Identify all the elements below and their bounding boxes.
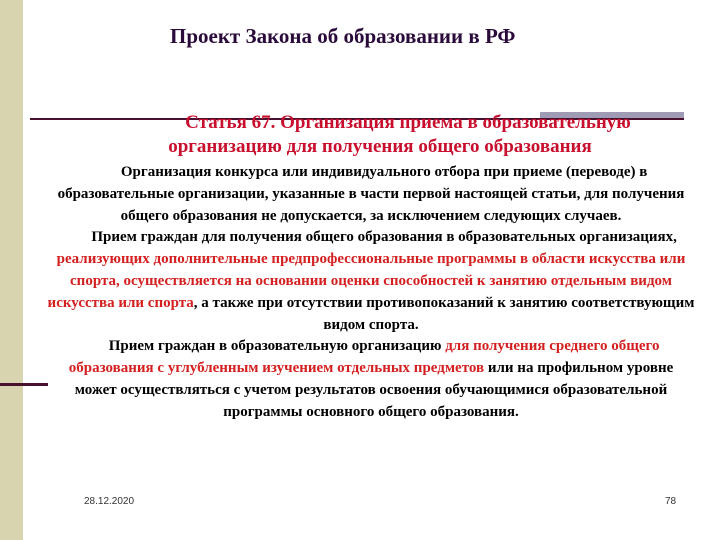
paragraph-3-text-a: Прием граждан в образовательную организацию (108, 338, 446, 355)
paragraph-3-highlight: для получения среднего общего образования с углубленным изучением отдельных предметов (68, 338, 660, 377)
sidebar-decoration (0, 0, 23, 540)
paragraph-2-highlight: реализующих дополнительные предпрофессиональные программы в области искусства или спорта, осуществляется на основании оценки способностей к занятию отдельным видом искусства или спорта (47, 251, 686, 311)
paragraph-1-text: Организация конкурса или индивидуального отбора при приеме (переводе) в образовательные организации, указанные в части первой настоящей статьи, для получения общего образования не допускается, за исключением следующих случаев. (57, 164, 685, 224)
paragraph-3-text-c: или на профильном уровне может осуществляться с учетом результатов освоения обучающимися образовательной программы основного общего образования. (74, 360, 674, 420)
paragraph-1 (46, 162, 696, 227)
paragraph-2-text-c: , а также при отсутствии противопоказаний к занятию соответствующим видом спорта. (193, 294, 695, 333)
article-heading-line-1: Статья 67. Организация приема в образовательную (185, 112, 631, 133)
paragraph-3 (46, 336, 696, 423)
slide-date: 28.12.2020 (84, 496, 135, 507)
slide-number: 78 (665, 496, 677, 507)
slide-title: Проект Закона об образовании в РФ (170, 24, 516, 48)
article-heading-line-2: организацию для получения общего образования (168, 136, 592, 157)
paragraph-2-text-a: Прием граждан для получения общего образования в образовательных организациях, (91, 229, 677, 246)
divider-line-short (0, 383, 48, 386)
article-body (46, 162, 696, 424)
paragraph-2 (46, 227, 696, 336)
article-heading (60, 111, 700, 159)
